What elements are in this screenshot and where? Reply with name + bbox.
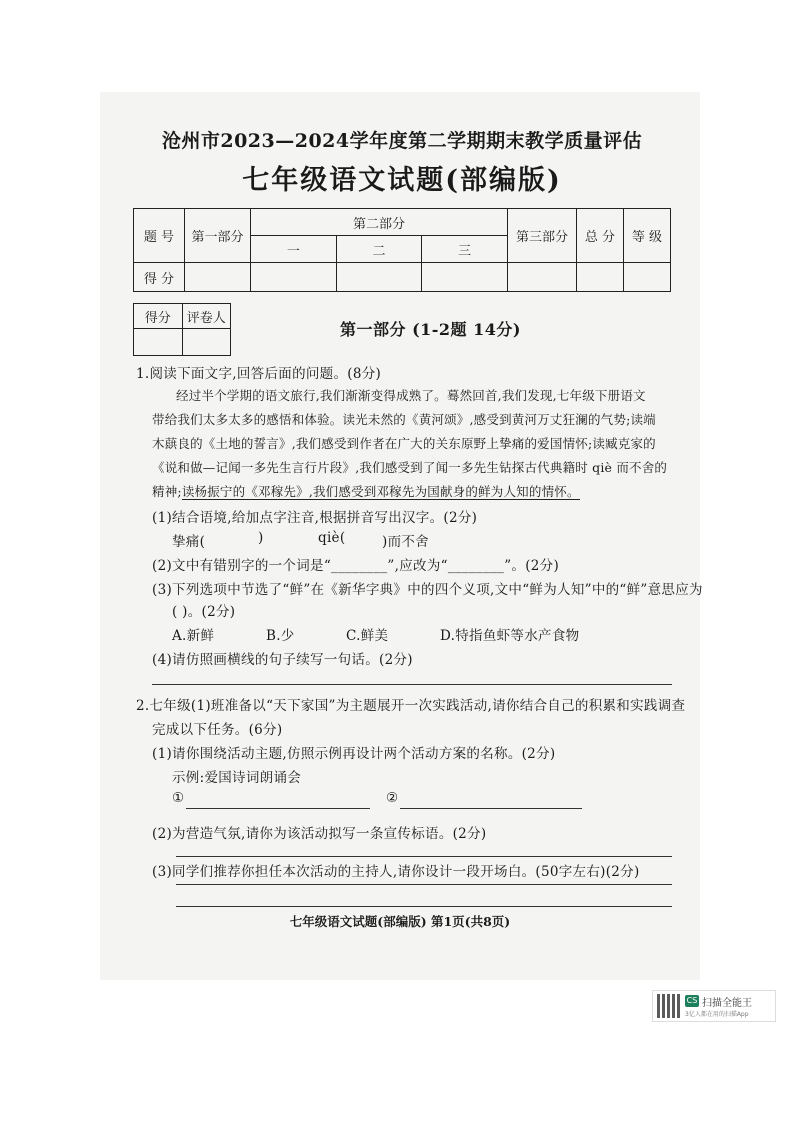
q2-answer-line-2[interactable] (400, 808, 582, 809)
row-label-number: 题 号 (134, 209, 185, 263)
header-part2-sub2: 二 (336, 236, 422, 263)
header-part2-sub1: 一 (251, 236, 337, 263)
grader-table (133, 303, 231, 356)
scanner-badge (652, 990, 776, 1022)
q1-sub3: (3)下列选项中节选了“鲜”在《新华字典》中的四个义项,文中“鲜为人知”中的“鲜”意思应为 (152, 582, 703, 598)
q1-option-b[interactable]: B.少 (266, 628, 295, 644)
header-total: 总 分 (577, 209, 624, 263)
q1-passage-line-1: 经过半个学期的语文旅行,我们渐渐变得成熟了。蓦然回首,我们发现,七年级下册语文 (176, 388, 646, 403)
score-cell-total[interactable] (577, 263, 624, 292)
q2-stem-a: 2.七年级(1)班准备以“天下家国”为主题展开一次实践活动,请你结合自己的积累和实践调查 (136, 698, 686, 714)
q2-opening-line-2[interactable] (176, 906, 672, 907)
scanner-badge-title: 扫描全能王 (702, 998, 752, 1009)
page-footer: 七年级语文试题(部编版) 第1页(共8页) (289, 914, 511, 929)
camscanner-logo-icon: CS (686, 996, 698, 1005)
score-cell-grade[interactable] (624, 263, 671, 292)
scanner-badge-subtitle: 3亿人都在用的扫描App (685, 1011, 749, 1018)
q2-opening-line-1[interactable] (176, 884, 672, 885)
q2-stem-b: 完成以下任务。(6分) (152, 722, 283, 738)
exam-title: 沧州市2023—2024学年度第二学期期末教学质量评估 (161, 130, 643, 152)
q1-sub4: (4)请仿照画横线的句子续写一句话。(2分) (152, 652, 413, 668)
q1-sub2: (2)文中有错别字的一个词是“________”,应改为“________”。(2分) (152, 558, 560, 574)
q2-slogan-line[interactable] (176, 856, 672, 857)
score-cell-part2-2[interactable] (336, 263, 422, 292)
grader-name-cell[interactable] (182, 329, 231, 356)
q2-mark-2: ② (386, 790, 399, 806)
q1-passage-last-a: 精神; (152, 484, 182, 499)
part-one-title: 第一部分 (1-2题 14分) (340, 320, 521, 339)
q1-passage-line-4: 《说和做—记闻一多先生言行片段》,我们感受到了闻一多先生钻探古代典籍时 qiè 而不舍的 (152, 460, 668, 475)
q1-sub1-b: qiè( (318, 530, 346, 546)
q2-example: 示例:爱国诗词朗诵会 (172, 770, 302, 786)
score-table (133, 208, 671, 292)
q1-passage-line-3: 木蕻良的《土地的誓言》,我们感受到作者在广大的关东原野上挚痛的爱国情怀;读臧克家的 (152, 436, 656, 451)
q1-sub1-b-close: )而不舍 (382, 534, 429, 550)
header-part2: 第二部分 (251, 209, 508, 236)
q2-sub3: (3)同学们推荐你担任本次活动的主持人,请你设计一段开场白。(50字左右)(2分) (152, 864, 640, 880)
q1-answer-line[interactable] (152, 684, 672, 685)
score-cell-part1[interactable] (185, 263, 251, 292)
qr-code-icon (657, 994, 681, 1018)
grader-score-label: 得分 (134, 304, 183, 329)
q1-sub1-a: 挚痛( (172, 534, 206, 550)
score-cell-part2-3[interactable] (422, 263, 508, 292)
q2-sub1: (1)请你围绕活动主题,仿照示例再设计两个活动方案的名称。(2分) (152, 746, 556, 762)
score-cell-part3[interactable] (508, 263, 577, 292)
grader-score-cell[interactable] (134, 329, 183, 356)
q2-answer-line-1[interactable] (186, 808, 370, 809)
q2-mark-1: ① (172, 790, 185, 806)
header-grade: 等 级 (624, 209, 671, 263)
q1-sub1: (1)结合语境,给加点字注音,根据拼音写出汉字。(2分) (152, 510, 478, 526)
q2-sub2: (2)为营造气氛,请你为该活动拟写一条宣传标语。(2分) (152, 826, 487, 842)
q1-sub3-cont: ( )。(2分) (172, 604, 236, 620)
q1-stem: 1.阅读下面文字,回答后面的问题。(8分) (136, 366, 382, 382)
row-label-score: 得 分 (134, 263, 185, 292)
q1-option-c[interactable]: C.鲜美 (346, 628, 389, 644)
q1-passage-line-2: 带给我们太多太多的感悟和体验。读光未然的《黄河颂》,感受到黄河万丈狂澜的气势;读端 (152, 412, 656, 427)
q1-option-d[interactable]: D.特指鱼虾等水产食物 (440, 628, 580, 644)
score-cell-part2-1[interactable] (251, 263, 337, 292)
q1-underlined-sentence: 读杨振宁的《邓稼先》,我们感受到邓稼先为国献身的鲜为人知的情怀。 (181, 484, 580, 499)
grader-name-label: 评卷人 (182, 304, 231, 329)
q1-passage-line-5 (152, 482, 580, 500)
q1-sub1-a-close: ) (258, 530, 264, 546)
header-part1: 第一部分 (185, 209, 251, 263)
main-title: 七年级语文试题(部编版) (242, 165, 562, 196)
header-part2-sub3: 三 (422, 236, 508, 263)
header-part3: 第三部分 (508, 209, 577, 263)
q1-option-a[interactable]: A.新鲜 (172, 628, 215, 644)
